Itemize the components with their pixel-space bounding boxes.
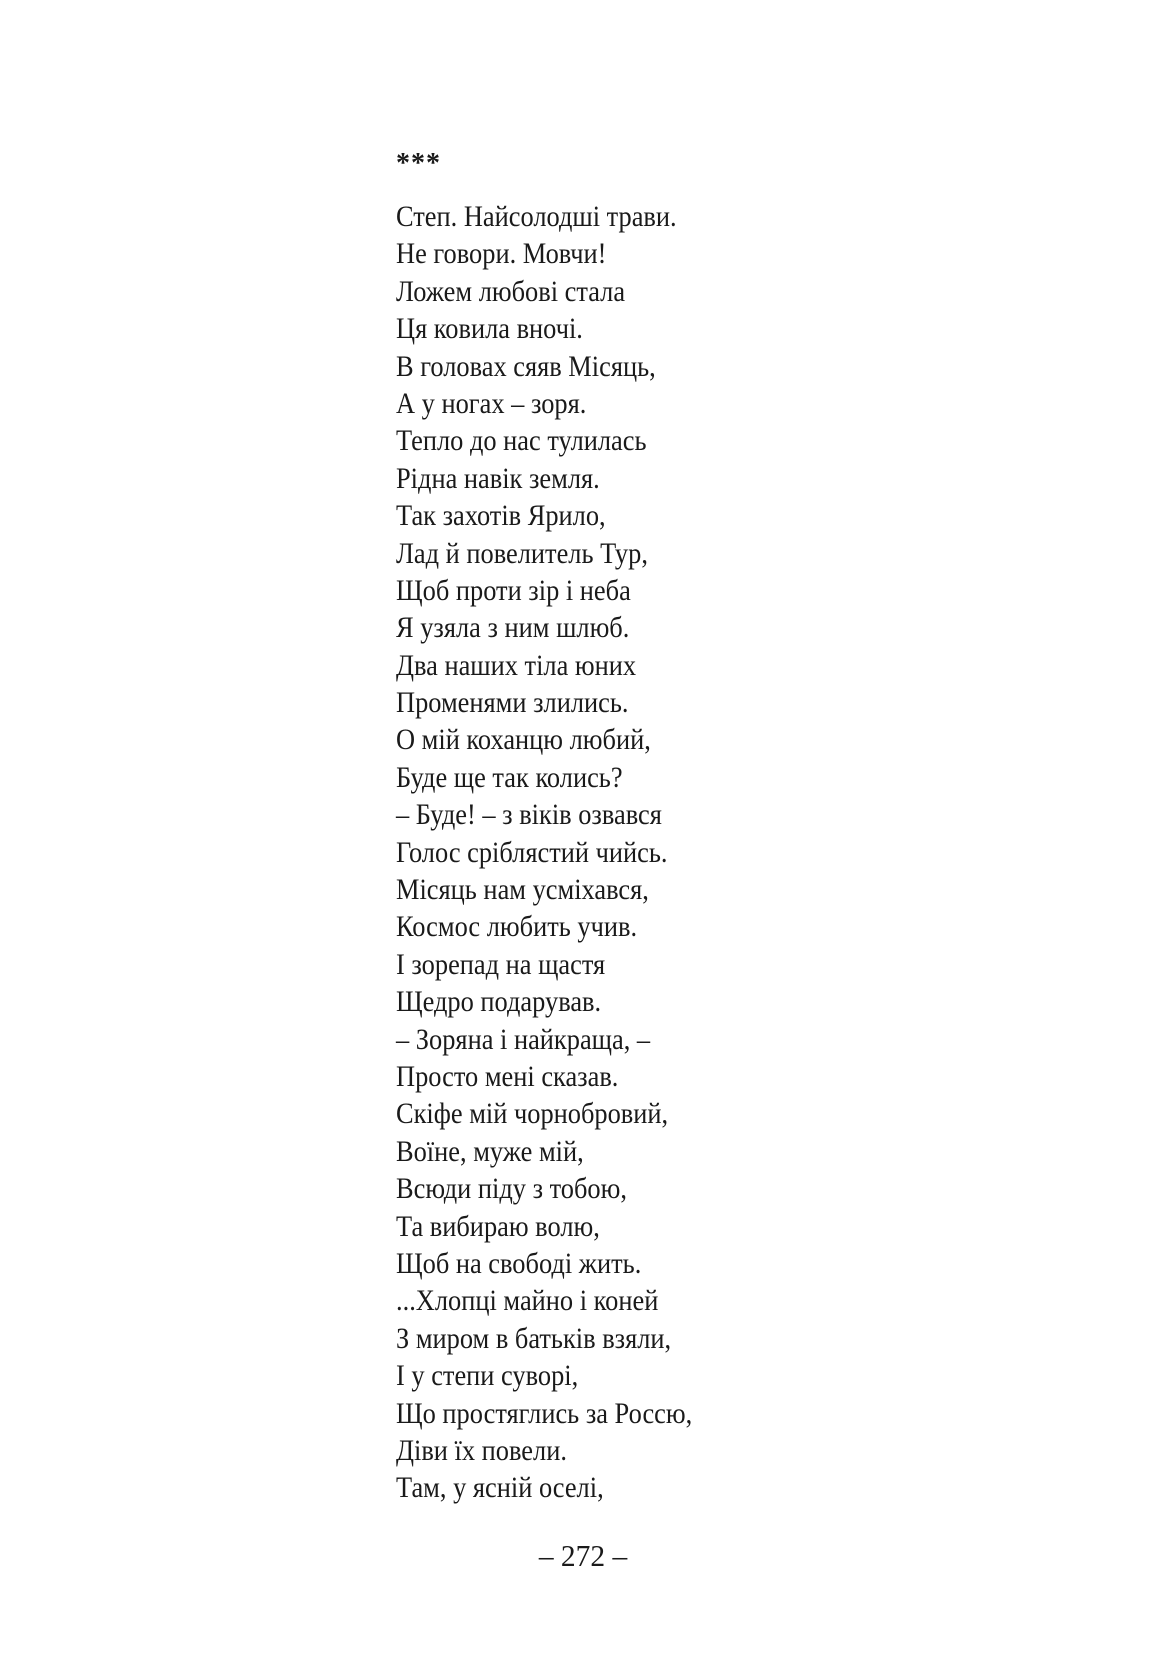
poem-line: ...Хлопці майно і коней — [396, 1284, 659, 1318]
poem-line: І у степи суворі, — [396, 1359, 579, 1393]
poem-line: Голос сріблястий чийсь. — [396, 835, 668, 869]
poem-line: Місяць нам усміхався, — [396, 873, 649, 907]
poem-line: Два наших тіла юних — [396, 648, 637, 682]
poem-text — [396, 198, 733, 1507]
section-marker: *** — [396, 148, 441, 179]
poem-line: – Буде! – з віків озвався — [396, 798, 662, 832]
poem-line: Та вибираю волю, — [396, 1209, 600, 1243]
poem-line: Всюди піду з тобою, — [396, 1172, 627, 1206]
poem-line: Щоб проти зір і неба — [396, 573, 631, 607]
poem-line: А у ногах – зоря. — [396, 386, 587, 420]
poem-line: Рідна навік земля. — [396, 461, 600, 495]
poem-line: Щедро подарував. — [396, 985, 602, 1019]
poem-line: Променями злились. — [396, 686, 629, 720]
poem-line: І зорепад на щастя — [396, 947, 606, 981]
page-number: – 272 – — [538, 1538, 628, 1573]
poem-line: Я узяла з ним шлюб. — [396, 611, 630, 645]
poem-line: Лад й повелитель Тур, — [396, 536, 648, 570]
poem-line: Буде ще так колись? — [396, 760, 623, 794]
poem-line: В головах сяяв Місяць, — [396, 349, 656, 383]
poem-line: Там, у ясній оселі, — [396, 1471, 604, 1505]
poem-line: Ця ковила вночі. — [396, 312, 583, 346]
poem-line: – Зоряна і найкраща, – — [396, 1022, 651, 1056]
poem-line: Просто мені сказав. — [396, 1059, 619, 1093]
poem-line: Що простяглись за Россю, — [396, 1396, 693, 1430]
poem-line: Тепло до нас тулилась — [396, 424, 647, 458]
poem-line: Скіфе мій чорнобровий, — [396, 1097, 669, 1131]
poem-line: Так захотів Ярило, — [396, 499, 606, 533]
poem-line: Космос любить учив. — [396, 910, 638, 944]
poem-line: З миром в батьків взяли, — [396, 1321, 672, 1355]
poem-line: Степ. Найсолодші трави. — [396, 200, 677, 233]
poem-line: Ложем любові стала — [396, 274, 626, 308]
poem-line: Не говори. Мовчи! — [396, 237, 607, 271]
poem-line: Щоб на свободі жить. — [396, 1246, 642, 1280]
poem-line: О мій коханцю любий, — [396, 723, 651, 757]
poem-line: Діви їх повели. — [396, 1433, 567, 1467]
poem-line: Воїне, муже мій, — [396, 1134, 584, 1168]
